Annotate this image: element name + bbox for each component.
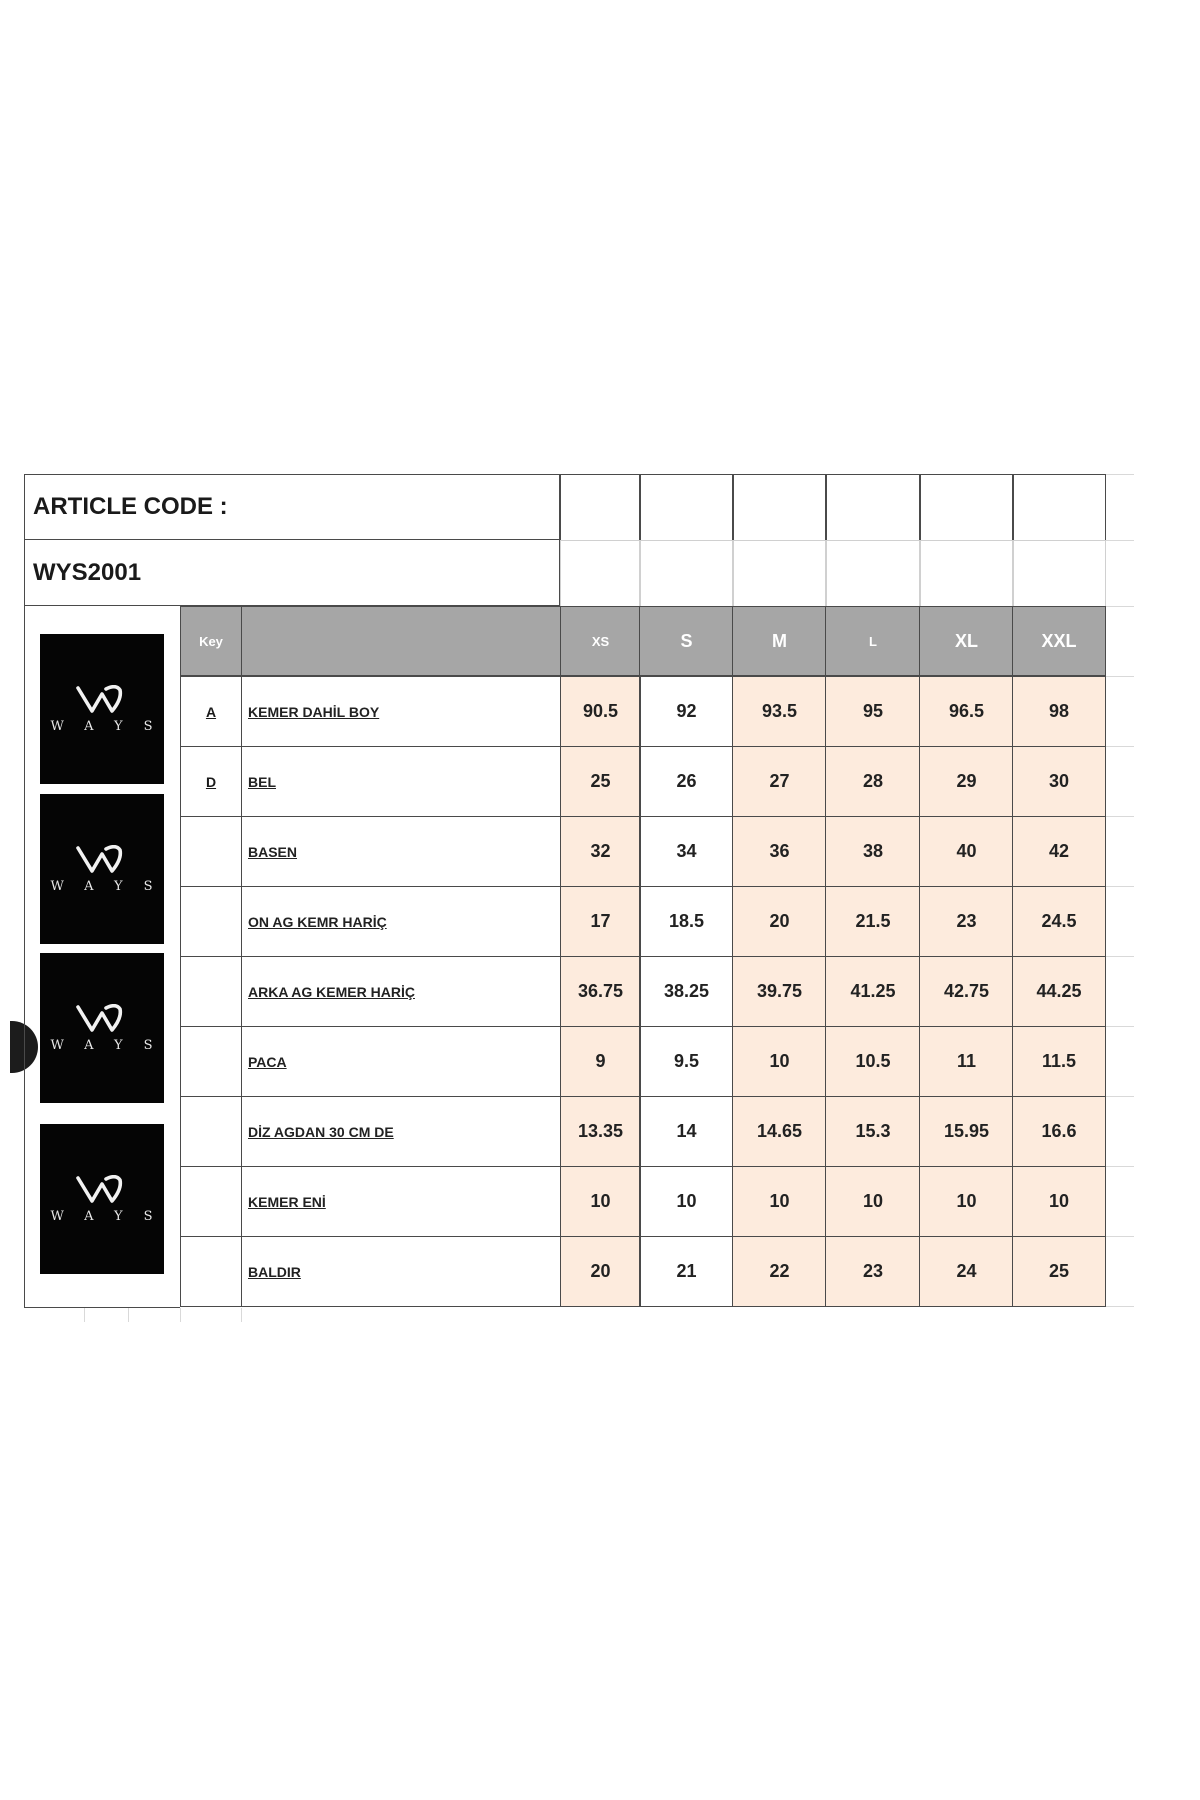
size-value: 41.25	[850, 981, 896, 1001]
size-value-cell	[560, 816, 641, 887]
size-value-cell	[560, 956, 641, 1027]
size-value: 24	[956, 1261, 977, 1281]
row-key	[181, 887, 241, 956]
size-value-cell	[639, 886, 734, 957]
size-value-cell	[825, 1096, 921, 1167]
size-header-label: S	[680, 630, 693, 651]
size-header-s	[639, 606, 734, 676]
table-row-key-cell	[180, 676, 242, 747]
table-row-measure-cell	[241, 1236, 561, 1307]
size-value: 18.5	[668, 911, 705, 931]
size-value: 11	[956, 1051, 977, 1071]
gridline-horizontal	[1104, 1306, 1134, 1307]
size-value-cell	[639, 1166, 734, 1237]
size-value: 15.3	[855, 1121, 891, 1141]
size-value: 42	[1048, 841, 1070, 861]
size-value: 96.5	[948, 701, 985, 721]
size-value: 22	[769, 1261, 790, 1281]
size-value-cell	[919, 886, 1014, 957]
size-header-label: XL	[954, 630, 978, 651]
size-value-cell	[825, 1166, 921, 1237]
empty-size-cell	[639, 540, 734, 607]
row-measure-label: KEMER DAHİL BOY	[248, 703, 380, 720]
table-row-key-cell	[180, 956, 242, 1027]
size-value: 14	[676, 1121, 697, 1141]
size-value: 39.75	[756, 981, 803, 1001]
size-value: 26	[676, 771, 697, 791]
size-value-cell	[919, 746, 1014, 817]
size-value: 10	[769, 1051, 790, 1071]
size-value-cell	[1012, 816, 1106, 887]
size-value-cell	[639, 816, 734, 887]
size-value: 9	[595, 1051, 606, 1071]
gridline-horizontal	[1104, 606, 1134, 607]
size-value: 23	[862, 1261, 884, 1281]
key-header: Key	[199, 633, 223, 649]
article-code-value-cell	[24, 540, 560, 606]
size-value: 93.5	[761, 701, 798, 721]
size-value: 38.25	[663, 981, 710, 1001]
size-value-cell	[639, 956, 734, 1027]
size-value: 27	[769, 771, 790, 791]
gridline-horizontal	[1104, 474, 1134, 475]
size-value: 24.5	[1041, 911, 1077, 931]
size-value: 92	[676, 701, 697, 721]
size-value: 17	[590, 911, 611, 931]
size-header-m	[732, 606, 827, 676]
size-value: 38	[862, 841, 884, 861]
gridline-horizontal	[1104, 1026, 1134, 1027]
row-measure-label: KEMER ENİ	[248, 1193, 326, 1210]
size-value: 36	[769, 841, 790, 861]
ways-logo-letters: WAYS	[50, 1208, 174, 1224]
size-value: 10	[1048, 1191, 1070, 1211]
gridline-horizontal	[1104, 746, 1134, 747]
size-value: 36.75	[577, 981, 624, 1001]
size-value: 90.5	[582, 701, 619, 721]
row-measure-label: BASEN	[248, 843, 298, 860]
row-key: A	[205, 703, 217, 720]
row-key	[181, 1097, 241, 1166]
row-measure-label: BEL	[248, 773, 276, 790]
size-value-cell	[1012, 1166, 1106, 1237]
ways-logo-letters: WAYS	[50, 878, 174, 894]
table-row-key-cell	[180, 1026, 242, 1097]
size-header-label: XXL	[1041, 630, 1077, 651]
table-row-measure-cell	[241, 676, 561, 747]
size-value: 21	[676, 1261, 697, 1281]
size-value: 23	[956, 911, 977, 931]
size-value: 29	[956, 771, 977, 791]
size-value-cell	[919, 1026, 1014, 1097]
row-key	[181, 957, 241, 1026]
table-row-key-cell	[180, 816, 242, 887]
gridline-vertical	[128, 1308, 129, 1322]
size-header-xxl	[1012, 606, 1106, 676]
ways-w-mark-icon	[76, 1175, 128, 1205]
size-value: 30	[1048, 771, 1070, 791]
empty-size-cell	[560, 540, 641, 607]
size-value-cell	[732, 1026, 827, 1097]
size-value-cell	[825, 816, 921, 887]
size-value-cell	[560, 1026, 641, 1097]
ways-logo-letters: WAYS	[50, 718, 174, 734]
table-row-key-cell	[180, 886, 242, 957]
gridline-horizontal	[1104, 1096, 1134, 1097]
size-value-cell	[732, 1236, 827, 1307]
table-row-measure-cell	[241, 1026, 561, 1097]
size-value-cell	[732, 746, 827, 817]
size-value: 28	[862, 771, 884, 791]
size-header-l	[825, 606, 921, 676]
size-value-cell	[825, 1236, 921, 1307]
size-value-cell	[825, 886, 921, 957]
size-value-cell	[560, 1166, 641, 1237]
empty-size-cell	[919, 540, 1014, 607]
size-value: 10	[769, 1191, 790, 1211]
gridline-horizontal	[1104, 956, 1134, 957]
size-value-cell	[919, 956, 1014, 1027]
ways-logo	[40, 953, 174, 1103]
gridline-vertical	[84, 1308, 85, 1322]
gridline-vertical	[241, 1308, 242, 1322]
size-value: 10	[956, 1191, 977, 1211]
size-value-cell	[639, 1026, 734, 1097]
row-measure-label: ON AG KEMR HARİÇ	[248, 913, 387, 930]
size-value-cell	[825, 1026, 921, 1097]
article-code-label: ARTICLE CODE :	[33, 493, 228, 520]
size-value-cell	[1012, 1026, 1106, 1097]
size-header-label: XS	[591, 633, 610, 649]
gridline-horizontal	[1104, 1236, 1134, 1237]
size-value-cell	[825, 746, 921, 817]
size-value: 13.35	[577, 1121, 624, 1141]
row-key	[181, 1167, 241, 1236]
size-header-label: L	[869, 633, 877, 649]
size-value: 21.5	[855, 911, 891, 931]
size-value-cell	[560, 886, 641, 957]
size-value: 20	[769, 911, 790, 931]
ways-w-mark-icon	[76, 685, 128, 715]
row-key	[181, 1237, 241, 1306]
size-value-cell	[639, 676, 734, 747]
size-value: 98	[1048, 701, 1070, 721]
size-header-xl	[919, 606, 1014, 676]
size-value-cell	[1012, 956, 1106, 1027]
size-value-cell	[639, 1236, 734, 1307]
table-row-key-cell	[180, 746, 242, 817]
ways-logo-letters: WAYS	[50, 1037, 174, 1053]
row-measure-label: PACA	[248, 1053, 287, 1070]
size-value: 25	[590, 771, 611, 791]
size-value: 32	[590, 841, 611, 861]
row-key	[181, 1027, 241, 1096]
size-value: 44.25	[1036, 981, 1082, 1001]
empty-size-cell	[919, 474, 1014, 541]
size-value-cell	[825, 676, 921, 747]
ways-logo	[40, 794, 174, 944]
size-value: 9.5	[673, 1051, 700, 1071]
gridline-horizontal	[1104, 676, 1134, 677]
empty-size-cell	[825, 474, 921, 541]
row-measure-label: DİZ AGDAN 30 CM DE	[248, 1123, 394, 1140]
empty-size-cell	[1012, 540, 1106, 607]
size-value-cell	[825, 956, 921, 1027]
empty-size-cell	[639, 474, 734, 541]
row-measure-label: ARKA AG KEMER HARİÇ	[248, 983, 415, 1000]
measure-header-cell	[241, 606, 561, 676]
size-value-cell	[732, 886, 827, 957]
row-key	[181, 817, 241, 886]
empty-size-cell	[732, 540, 827, 607]
size-value-cell	[919, 1096, 1014, 1167]
size-value: 16.6	[1041, 1121, 1077, 1141]
ways-logo	[40, 634, 174, 784]
gridline-horizontal	[1104, 1166, 1134, 1167]
size-header-label: M	[772, 630, 787, 651]
gridline-horizontal	[1104, 540, 1134, 541]
ways-w-mark-icon	[76, 845, 128, 875]
row-key: D	[205, 773, 217, 790]
size-value-cell	[732, 816, 827, 887]
size-value-cell	[560, 676, 641, 747]
size-value: 10.5	[855, 1051, 891, 1071]
table-row-measure-cell	[241, 816, 561, 887]
size-value-cell	[639, 1096, 734, 1167]
size-value-cell	[1012, 1096, 1106, 1167]
size-value-cell	[919, 1236, 1014, 1307]
gridline-vertical	[180, 1308, 181, 1322]
gridline-horizontal	[1104, 886, 1134, 887]
ways-w-mark-icon	[76, 1004, 128, 1034]
size-value-cell	[732, 956, 827, 1027]
size-value: 10	[862, 1191, 884, 1211]
gridline-horizontal	[1104, 816, 1134, 817]
table-row-measure-cell	[241, 1166, 561, 1237]
table-row-measure-cell	[241, 956, 561, 1027]
size-value-cell	[1012, 1236, 1106, 1307]
article-code-value: WYS2001	[33, 558, 142, 586]
size-value: 95	[862, 701, 884, 721]
key-header-cell	[180, 606, 242, 676]
size-value: 40	[956, 841, 977, 861]
size-value-cell	[1012, 746, 1106, 817]
table-row-key-cell	[180, 1236, 242, 1307]
table-row-measure-cell	[241, 746, 561, 817]
size-chart-sheet	[24, 474, 1134, 1324]
ways-logo	[40, 1124, 174, 1274]
size-value: 10	[590, 1191, 611, 1211]
size-value: 14.65	[756, 1121, 803, 1141]
size-value: 42.75	[943, 981, 990, 1001]
size-value-cell	[639, 746, 734, 817]
size-value-cell	[1012, 886, 1106, 957]
size-value: 34	[676, 841, 697, 861]
size-value-cell	[732, 1166, 827, 1237]
empty-size-cell	[1012, 474, 1106, 541]
size-value-cell	[560, 746, 641, 817]
size-value: 25	[1048, 1261, 1070, 1281]
table-row-key-cell	[180, 1166, 242, 1237]
size-header-xs	[560, 606, 641, 676]
size-value: 15.95	[943, 1121, 990, 1141]
size-value-cell	[732, 1096, 827, 1167]
size-value-cell	[1012, 676, 1106, 747]
table-row-measure-cell	[241, 886, 561, 957]
size-value: 10	[676, 1191, 697, 1211]
table-row-key-cell	[180, 1096, 242, 1167]
size-value-cell	[919, 816, 1014, 887]
article-code-label-cell	[24, 474, 560, 540]
empty-size-cell	[825, 540, 921, 607]
empty-size-cell	[560, 474, 641, 541]
size-value-cell	[732, 676, 827, 747]
size-value-cell	[919, 1166, 1014, 1237]
size-value-cell	[560, 1096, 641, 1167]
size-value-cell	[919, 676, 1014, 747]
size-value-cell	[560, 1236, 641, 1307]
empty-size-cell	[732, 474, 827, 541]
table-row-measure-cell	[241, 1096, 561, 1167]
size-value: 11.5	[1041, 1051, 1077, 1071]
row-measure-label: BALDIR	[248, 1263, 301, 1280]
size-value: 20	[590, 1261, 611, 1281]
